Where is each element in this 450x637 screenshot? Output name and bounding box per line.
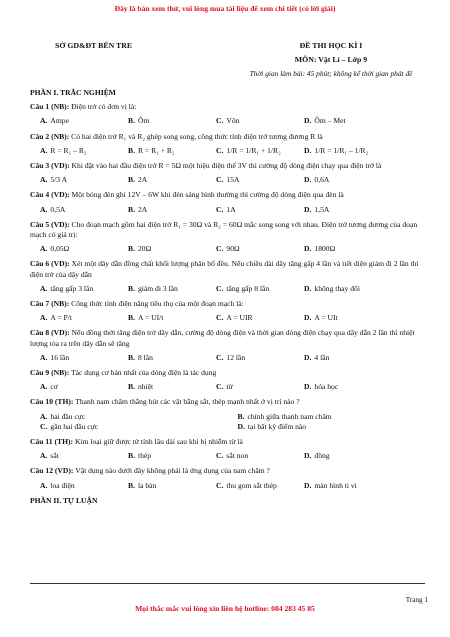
option-text: 0,05Ω	[50, 244, 70, 254]
hotline-banner: Mọi thắc mắc vui lòng xin liên hệ hotline: 084 283 45 85	[135, 604, 315, 613]
option-letter: A.	[40, 480, 48, 490]
option-text: Ôm	[137, 116, 150, 126]
option-text: 5/3 A	[50, 175, 68, 185]
question-text	[30, 328, 425, 348]
question-text	[30, 466, 425, 476]
question-6	[30, 259, 425, 294]
option-letter: C.	[40, 421, 48, 431]
answer-option	[30, 244, 118, 254]
question-body: Nếu đồng thời tăng điện trở dây dẫn, cường độ dòng điện và thời gian dòng điện chạy qua dây dẫn 2 lần thì nhiệt lượng tỏa ra trên dây dẫn sẽ tăng	[30, 328, 415, 348]
option-letter: B.	[128, 313, 135, 323]
option-text: 0,6A	[314, 175, 330, 185]
answer-option	[206, 205, 294, 215]
answer-option	[118, 284, 206, 294]
option-letter: D.	[304, 204, 312, 214]
option-text: không thay đổi	[314, 283, 360, 293]
option-letter: A.	[40, 313, 48, 323]
answer-option	[30, 313, 118, 323]
option-letter: C.	[216, 116, 224, 126]
question-label: Câu 2 (NB):	[30, 131, 70, 141]
question-9	[30, 368, 425, 392]
answer-options	[30, 382, 425, 392]
option-text: 8 lần	[137, 352, 153, 362]
option-letter: B.	[128, 116, 135, 126]
exam-header	[236, 41, 426, 78]
answer-option	[118, 175, 206, 185]
answer-option	[30, 451, 118, 461]
answer-option	[294, 353, 382, 363]
option-letter: B.	[128, 204, 135, 214]
answer-option	[206, 244, 294, 254]
question-label: Câu 9 (NB):	[30, 368, 70, 378]
option-letter: B.	[128, 352, 135, 362]
question-label: Câu 7 (NB):	[30, 299, 70, 309]
answer-option	[294, 116, 382, 126]
option-text: 1/R = 1/R₁ + 1/R₂	[226, 145, 281, 155]
answer-option	[228, 422, 426, 432]
option-text: 1,5A	[314, 204, 330, 214]
question-text	[30, 259, 425, 279]
question-label: Câu 5 (VD):	[30, 219, 70, 229]
option-text: 2A	[137, 175, 148, 185]
option-text: sắt	[50, 451, 59, 461]
option-letter: A.	[40, 382, 48, 392]
question-label: Câu 3 (VD):	[30, 161, 70, 171]
option-letter: D.	[237, 421, 245, 431]
option-letter: C.	[216, 382, 224, 392]
question-body: Một bóng đèn ghi 12V – 6W khi đèn sáng bình thường thì cường độ dòng điện qua đèn là	[69, 190, 344, 200]
option-text: hóa học	[314, 382, 339, 392]
answer-option	[118, 116, 206, 126]
option-letter: D.	[304, 175, 312, 185]
option-text: hai đầu cực	[50, 411, 86, 421]
question-text	[30, 190, 425, 200]
answer-option	[294, 481, 382, 491]
option-letter: C.	[216, 283, 224, 293]
option-text: A = UIt	[314, 313, 338, 323]
option-letter: A.	[40, 145, 48, 155]
page-number: Trang 1	[405, 596, 428, 604]
question-text	[30, 437, 425, 447]
answer-option	[294, 451, 382, 461]
answer-option	[30, 422, 228, 432]
exam-time: Thời gian làm bài: 45 phút; không kể thời gian phát đề	[249, 69, 413, 78]
option-text: la bàn	[137, 480, 157, 490]
question-label: Câu 6 (VD):	[30, 259, 70, 269]
question-label: Câu 10 (TH):	[30, 397, 74, 407]
option-text: Ôm – Met	[314, 116, 346, 126]
question-11	[30, 437, 425, 461]
question-body: Công thức tính điện năng tiêu thụ của một đoạn mạch là:	[69, 299, 244, 309]
option-text: A = P/t	[50, 313, 72, 323]
option-text: 20Ω	[137, 244, 152, 254]
option-letter: A.	[40, 451, 48, 461]
footer-divider	[30, 583, 425, 584]
option-letter: A.	[40, 283, 48, 293]
exam-content	[30, 88, 425, 510]
option-text: R = R₁ + R₂	[137, 145, 175, 155]
question-body: Tác dụng cơ bản nhất của dòng điện là tác dụng	[69, 368, 217, 378]
option-text: Vôn	[226, 116, 240, 126]
answer-option	[30, 382, 118, 392]
question-3	[30, 161, 425, 185]
option-text: A = UIR	[226, 313, 253, 323]
answer-option	[294, 205, 382, 215]
option-text: 15A	[226, 175, 240, 185]
section-multiple-choice: PHẦN I. TRẮC NGHIỆM	[30, 88, 116, 97]
option-letter: A.	[40, 244, 48, 254]
question-5	[30, 220, 425, 255]
option-letter: B.	[128, 382, 135, 392]
option-text: gần hai đầu cực	[50, 421, 99, 431]
option-letter: A.	[40, 116, 48, 126]
answer-options	[30, 313, 425, 323]
option-letter: A.	[40, 204, 48, 214]
option-letter: D.	[304, 313, 312, 323]
option-text: loa điện	[50, 480, 75, 490]
answer-option	[118, 146, 206, 156]
option-letter: D.	[304, 116, 312, 126]
option-letter: C.	[216, 175, 224, 185]
answer-option	[118, 382, 206, 392]
answer-option	[118, 481, 206, 491]
question-10	[30, 397, 425, 432]
answer-option	[118, 205, 206, 215]
option-text: nhiệt	[137, 382, 154, 392]
option-text: thép	[137, 451, 152, 461]
answer-options	[30, 284, 425, 294]
option-text: từ	[226, 382, 233, 392]
answer-options	[30, 205, 425, 215]
option-letter: D.	[304, 480, 312, 490]
option-text: A = UI/t	[137, 313, 164, 323]
section-essay: PHẦN II. TỰ LUẬN	[30, 495, 98, 505]
exam-title: ĐỀ THI HỌC KÌ I	[299, 41, 363, 50]
option-letter: A.	[40, 352, 48, 362]
question-body: Khi đặt vào hai đầu điện trở R = 5Ω một hiệu điện thế 3V thì cường độ dòng điện chạy qua điện trở là	[69, 161, 382, 171]
question-body: Điện trở có đơn vị là:	[69, 102, 137, 112]
answer-option	[294, 313, 382, 323]
answer-options	[30, 412, 425, 432]
school-name: SỞ GD&ĐT BẾN TRE	[55, 41, 133, 50]
option-text: 0,5A	[50, 204, 66, 214]
option-text: sắt non	[226, 451, 249, 461]
option-text: R = R₁ – R₂	[50, 145, 87, 155]
answer-option	[118, 244, 206, 254]
answer-options	[30, 353, 425, 363]
question-text	[30, 161, 425, 171]
question-text	[30, 220, 425, 240]
option-letter: C.	[216, 352, 224, 362]
answer-option	[206, 175, 294, 185]
option-letter: C.	[216, 145, 224, 155]
question-label: Câu 1 (NB):	[30, 102, 70, 112]
option-letter: C.	[216, 480, 224, 490]
option-text: 1/R = 1/R₁ – 1/R₂	[314, 145, 369, 155]
question-text	[30, 299, 425, 309]
answer-option	[30, 481, 118, 491]
answer-options	[30, 146, 425, 156]
question-8	[30, 328, 425, 363]
answer-option	[294, 146, 382, 156]
exam-subject: MÔN: Vật Lí – Lớp 9	[294, 55, 368, 64]
option-letter: B.	[128, 283, 135, 293]
option-text: tăng gấp 3 lần	[50, 283, 94, 293]
preview-banner: Đây là bản xem thử, vui lòng mua tài liệu để xem chi tiết (có lời giải)	[114, 4, 336, 13]
question-label: Câu 12 (VD):	[30, 466, 74, 476]
question-text	[30, 397, 425, 407]
answer-option	[206, 313, 294, 323]
option-text: 12 lần	[226, 352, 246, 362]
question-body: Xét một dây dẫn đồng chất khối lượng phân bố đều. Nếu chiều dài dây tăng gấp 4 lần và tiết diện giảm đi 2 lần thì điện trở của dây dẫn	[30, 259, 419, 279]
question-body: Thanh nam châm thẳng hút các vật bằng sắt, thép mạnh nhất ở vị trí nào ?	[73, 397, 300, 407]
question-text	[30, 368, 425, 378]
option-letter: B.	[128, 175, 135, 185]
question-list	[30, 102, 425, 491]
question-label: Câu 8 (VD):	[30, 328, 70, 338]
option-text: 16 lần	[50, 352, 70, 362]
answer-option	[228, 412, 426, 422]
option-text: thu gom sắt thép	[226, 480, 277, 490]
answer-options	[30, 175, 425, 185]
option-text: 1A	[226, 204, 236, 214]
option-letter: D.	[304, 145, 312, 155]
answer-option	[206, 353, 294, 363]
option-letter: C.	[216, 451, 224, 461]
answer-option	[30, 146, 118, 156]
answer-option	[30, 205, 118, 215]
option-letter: B.	[128, 451, 135, 461]
question-1	[30, 102, 425, 126]
option-letter: A.	[40, 411, 48, 421]
option-letter: B.	[128, 480, 135, 490]
option-letter: D.	[304, 352, 312, 362]
answer-option	[118, 353, 206, 363]
option-text: 2A	[137, 204, 148, 214]
option-letter: D.	[304, 283, 312, 293]
answer-options	[30, 481, 425, 491]
answer-option	[30, 116, 118, 126]
option-text: 90Ω	[226, 244, 240, 254]
option-letter: A.	[40, 175, 48, 185]
option-text: màn hình ti vi	[314, 480, 357, 490]
answer-option	[206, 284, 294, 294]
question-text	[30, 102, 425, 112]
question-2	[30, 132, 425, 156]
answer-option	[206, 481, 294, 491]
option-text: 4 lần	[314, 352, 330, 362]
option-letter: B.	[128, 145, 135, 155]
option-text: chính giữa thanh nam châm	[247, 411, 332, 421]
option-letter: B.	[237, 411, 245, 421]
answer-option	[30, 175, 118, 185]
answer-option	[206, 146, 294, 156]
question-label: Câu 11 (TH):	[30, 437, 74, 447]
option-letter: C.	[216, 313, 224, 323]
question-body: Kim loại giữ được từ tính lâu dài sau khi bị nhiễm từ là	[73, 437, 243, 447]
option-letter: D.	[304, 451, 312, 461]
question-7	[30, 299, 425, 323]
question-12	[30, 466, 425, 490]
option-text: tại bất kỳ điểm nào	[247, 421, 307, 431]
answer-options	[30, 116, 425, 126]
answer-options	[30, 244, 425, 254]
answer-option	[30, 353, 118, 363]
answer-option	[206, 382, 294, 392]
question-body: Vật dụng nào dưới đây không phải là ứng dụng của nam châm ?	[73, 466, 270, 476]
question-text	[30, 132, 425, 142]
option-letter: D.	[304, 244, 312, 254]
option-letter: B.	[128, 244, 135, 254]
option-text: Ampe	[50, 116, 69, 126]
answer-option	[30, 412, 228, 422]
answer-option	[294, 244, 382, 254]
answer-option	[118, 313, 206, 323]
option-text: cơ	[50, 382, 58, 392]
question-body: Cho đoạn mạch gồm hai điện trở R₁ = 30Ω và R₂ = 60Ω mắc song song với nhau. Điện trở tương đương của đoạn mạch có giá trị:	[30, 219, 418, 240]
option-text: tăng gấp 8 lần	[226, 283, 270, 293]
option-text: 1800Ω	[314, 244, 336, 254]
question-4	[30, 190, 425, 214]
answer-option	[118, 451, 206, 461]
answer-option	[206, 116, 294, 126]
answer-option	[30, 284, 118, 294]
answer-options	[30, 451, 425, 461]
question-label: Câu 4 (VD):	[30, 190, 70, 200]
answer-option	[206, 451, 294, 461]
answer-option	[294, 175, 382, 185]
question-body: Có hai điện trở R₁ và R₂ ghép song song, công thức tính điện trở tương đương R là	[69, 131, 323, 141]
option-letter: D.	[304, 382, 312, 392]
option-text: đồng	[314, 451, 330, 461]
option-letter: C.	[216, 204, 224, 214]
answer-option	[294, 382, 382, 392]
answer-option	[294, 284, 382, 294]
option-letter: C.	[216, 244, 224, 254]
option-text: giảm đi 3 lần	[137, 283, 178, 293]
